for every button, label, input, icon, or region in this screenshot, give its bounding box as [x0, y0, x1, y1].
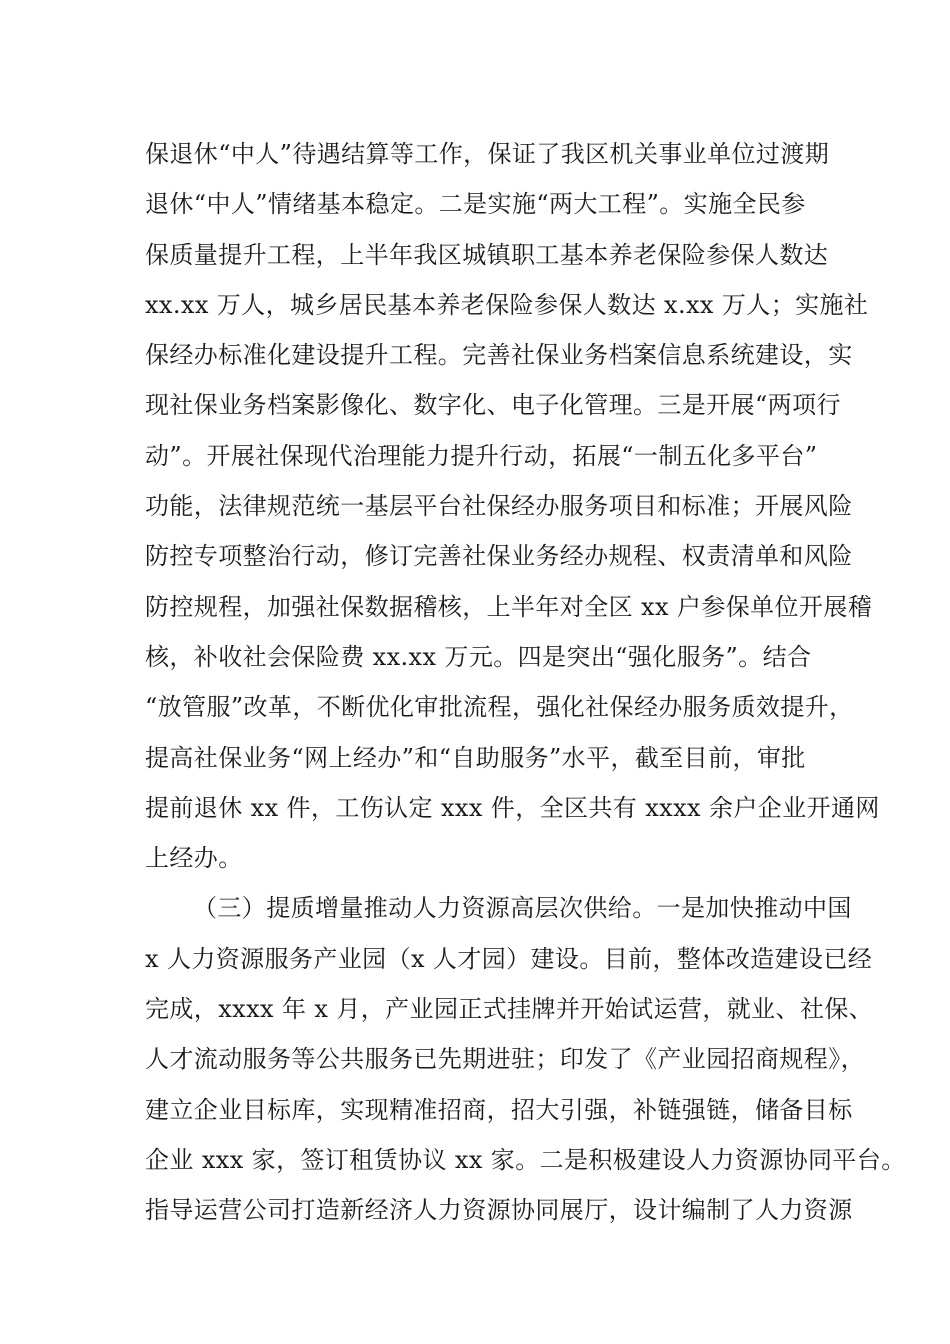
text-line: 人才流动服务等公共服务已先期进驻；印发了《产业园招商规程》， — [145, 1045, 865, 1074]
text-line: 防控规程，加强社保数据稽核，上半年对全区 xx 户参保单位开展稽 — [145, 592, 873, 621]
text-line: 核，补收社会保险费 xx.xx 万元。四是突出“强化服务”。结合 — [145, 642, 812, 671]
text-line: 退休“中人”情绪基本稳定。二是实施“两大工程”。实施全民参 — [145, 190, 806, 219]
text-line: 建立企业目标库，实现精准招商，招大引强，补链强链，储备目标 — [145, 1095, 853, 1124]
text-line: 现社保业务档案影像化、数字化、电子化管理。三是开展“两项行 — [145, 391, 841, 420]
text-line: 功能，法律规范统一基层平台社保经办服务项目和标准；开展风险 — [145, 492, 853, 521]
text-line: 提前退休 xx 件，工伤认定 xxx 件，全区共有 xxxx 余户企业开通网 — [145, 793, 880, 822]
section-heading-line: （三）提质增量推动人力资源高层次供给。一是加快推动中国 — [193, 894, 852, 923]
text-line: xx.xx 万人，城乡居民基本养老保险参保人数达 x.xx 万人；实施社 — [145, 290, 869, 319]
text-line: 保退休“中人”待遇结算等工作，保证了我区机关事业单位过渡期 — [145, 140, 830, 168]
text-line: 上经办。 — [145, 844, 243, 873]
text-line: “放管服”改革，不断优化审批流程，强化社保经办服务质效提升， — [145, 693, 854, 722]
text-line: x 人力资源服务产业园（x 人才园）建设。目前，整体改造建设已经 — [145, 944, 873, 973]
text-line: 动”。开展社保现代治理能力提升行动，拓展“一制五化多平台” — [145, 441, 818, 470]
text-line: 保质量提升工程，上半年我区城镇职工基本养老保险参保人数达 — [145, 240, 829, 269]
text-line: 防控专项整治行动，修订完善社保业务经办规程、权责清单和风险 — [145, 542, 853, 571]
text-line: 完成，xxxx 年 x 月，产业园正式挂牌并开始试运营，就业、社保、 — [145, 995, 874, 1024]
text-line: 企业 xxx 家，签订租赁协议 xx 家。二是积极建设人力资源协同平台。 — [145, 1145, 906, 1174]
text-line: 提高社保业务“网上经办”和“自助服务”水平，截至目前，审批 — [145, 743, 806, 772]
text-line: 保经办标准化建设提升工程。完善社保业务档案信息系统建设，实 — [145, 341, 853, 370]
document-body — [145, 129, 906, 1236]
text-line: 指导运营公司打造新经济人力资源协同展厅，设计编制了人力资源 — [145, 1196, 853, 1225]
